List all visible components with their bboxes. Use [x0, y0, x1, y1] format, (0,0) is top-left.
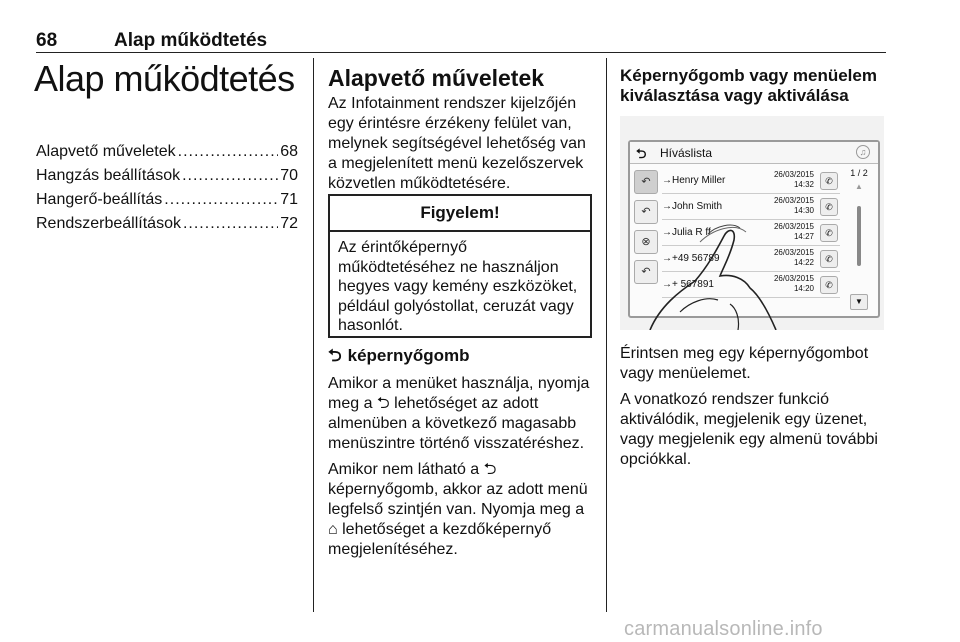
- back-arrow-icon: ⮌: [328, 346, 342, 365]
- watermark: carmanualsonline.info: [624, 618, 823, 640]
- intro-paragraph: Az Infotainment rendszer kijelzőjén egy érintésre érzékeny felület van, melynek segítségével lehetőség van a megjelenített menü kezelőszervek közvetlen működtetésére.: [328, 95, 586, 192]
- phone-icon[interactable]: ✆: [820, 276, 838, 294]
- screen-title: Híváslista: [660, 146, 713, 160]
- warning-note: [328, 194, 592, 338]
- pointing-hand-icon: [620, 116, 884, 330]
- back-button-section: [328, 344, 592, 560]
- back-arrow-icon[interactable]: ⮌: [636, 146, 647, 161]
- phone-icon[interactable]: ✆: [820, 250, 838, 268]
- page-number: 68: [36, 30, 58, 51]
- section-heading: Alapvető műveletek: [328, 65, 545, 91]
- scroll-down-icon[interactable]: ▼: [850, 294, 868, 310]
- phone-icon[interactable]: ✆: [820, 172, 838, 190]
- call-list-incoming-icon[interactable]: ↶: [634, 200, 658, 224]
- note-title: Figyelem!: [330, 196, 590, 232]
- select-activate-section: [620, 66, 888, 106]
- phone-icon[interactable]: ✆: [820, 198, 838, 216]
- call-list-outgoing-icon[interactable]: ↶: [634, 260, 658, 284]
- list-item[interactable]: →Henry Miller 26/03/2015 14:32 ✆: [662, 168, 840, 194]
- header-rule: [36, 52, 886, 53]
- call-list-all-icon[interactable]: ↶: [634, 170, 658, 194]
- list-item[interactable]: →+ 567891 26/03/2015 14:20 ✆: [662, 272, 840, 298]
- toc-entry[interactable]: Rendszerbeállítások ..... 72: [36, 215, 298, 239]
- basic-operations-section: [328, 64, 592, 194]
- missed-calls-icon[interactable]: ⊗: [634, 230, 658, 254]
- list-item[interactable]: →+49 56789 26/03/2015 14:22 ✆: [662, 246, 840, 272]
- column-divider-1: [313, 58, 314, 612]
- note-body: Az érintőképernyő működtetéséhez ne használjon hegyes vagy kemény eszközöket, például golyóstollat, ceruzát vagy hasonlót.: [338, 239, 578, 334]
- list-item[interactable]: →John Smith 26/03/2015 14:30 ✆: [662, 194, 840, 220]
- music-icon[interactable]: ♫: [856, 145, 870, 159]
- chapter-title: Alap működtetés: [34, 58, 295, 99]
- scroll-up-icon[interactable]: ▲: [855, 182, 863, 191]
- page-indicator: 1 / 2: [850, 168, 868, 178]
- paragraph: Amikor a menüket használja, nyomja meg a ⮌ lehetőséget az adott almenüben a következő magasabb menüszintre történő visszatéréshez.: [328, 375, 590, 452]
- column-divider-2: [606, 58, 607, 612]
- paragraph: A vonatkozó rendszer funkció aktiválódik, megjelenik egy üzenet, vagy megjelenik egy almenü további opciókkal.: [620, 391, 878, 468]
- toc-entry[interactable]: Hangerő-beállítás ..... 71: [36, 191, 298, 215]
- touchscreen-illustration: [620, 116, 884, 330]
- toc-entry[interactable]: Alapvető műveletek ..... 68: [36, 143, 298, 167]
- select-activate-text: [620, 344, 888, 470]
- list-item[interactable]: →Julia R ff 26/03/2015 14:27 ✆: [662, 220, 840, 246]
- toc-entry[interactable]: Hangzás beállítások ..... 70: [36, 167, 298, 191]
- phone-icon[interactable]: ✆: [820, 224, 838, 242]
- subheading: ⮌ képernyőgomb: [328, 344, 592, 368]
- paragraph: Érintsen meg egy képernyőgombot vagy menüelemet.: [620, 345, 869, 382]
- section-heading: Képernyőgomb vagy menüelem kiválasztása vagy aktiválása: [620, 66, 877, 105]
- paragraph: Amikor nem látható a ⮌ képernyőgomb, akkor az adott menü legfelső szintjén van. Nyomja meg a ⌂ lehetőséget a kezdőképernyő megjelenítéséhez.: [328, 461, 588, 558]
- table-of-contents: [36, 143, 298, 239]
- header-section-title: Alap működtetés: [114, 30, 268, 51]
- page-header: [36, 30, 886, 52]
